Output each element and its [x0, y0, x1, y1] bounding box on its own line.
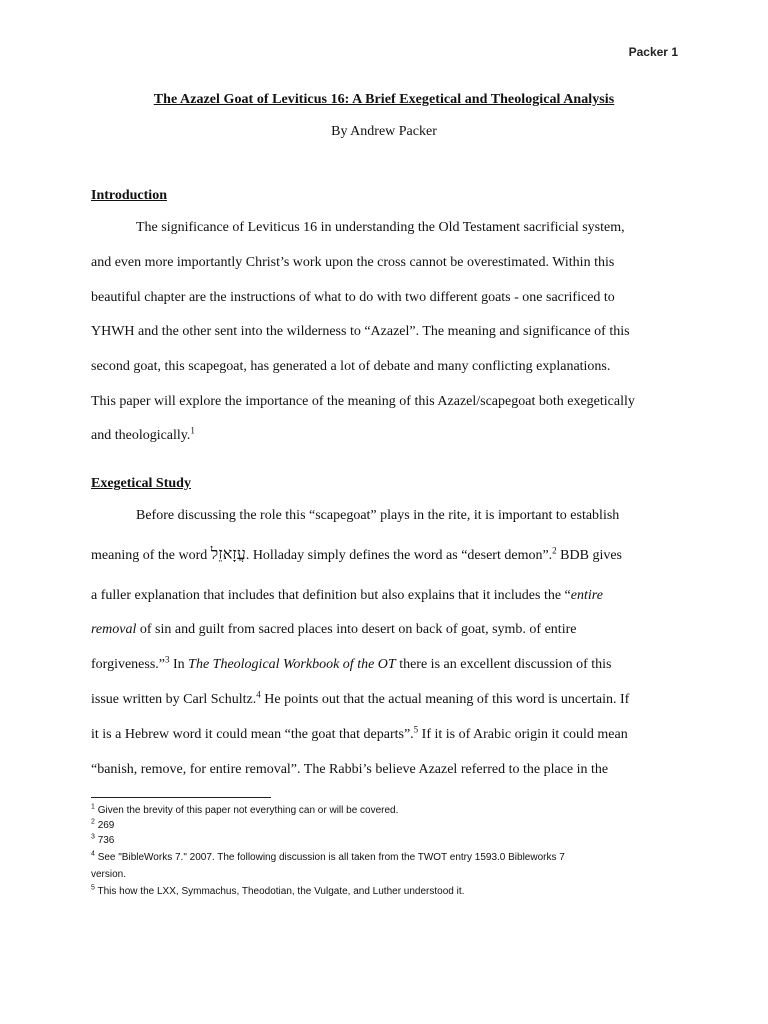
footnote — [91, 852, 565, 863]
footnote-separator — [91, 797, 271, 798]
section-heading-introduction: Introduction — [91, 188, 167, 203]
footnote-text: version. — [91, 869, 127, 880]
line-text: issue written by Carl Schultz. — [91, 692, 257, 707]
paragraph-line — [91, 588, 603, 604]
paragraph-line: This paper will explore the importance of the meaning of this Azazel/scapegoat both exegetically — [91, 394, 635, 409]
line-text: meaning of the word — [91, 548, 211, 563]
paragraph-line: The significance of Leviticus 16 in understanding the Old Testament sacrificial system, — [136, 220, 625, 235]
paragraph-line — [91, 544, 622, 564]
footnote-ref[interactable]: 5 — [413, 724, 419, 735]
section-heading-exegetical-study: Exegetical Study — [91, 476, 191, 491]
line-text: He points out that the actual meaning of this word is uncertain. If — [260, 692, 630, 707]
italic-text: entire — [570, 588, 603, 603]
footnote-ref[interactable]: 2 — [552, 545, 557, 556]
footnote-text: Given the brevity of this paper not everything can or will be covered. — [97, 805, 399, 816]
paragraph-line: YHWH and the other sent into the wilderness to “Azazel”. The meaning and significance of this — [91, 324, 630, 339]
footnote-ref[interactable]: 3 — [165, 654, 170, 665]
footnote-text: 269 — [97, 820, 115, 831]
footnote-mark: 2 — [91, 818, 95, 826]
paragraph-line: second goat, this scapegoat, has generated a lot of debate and many conflicting explanations. — [91, 359, 611, 374]
footnote — [91, 820, 114, 831]
hebrew-word: עֲזָאזֵל — [210, 544, 246, 563]
paragraph-line — [91, 724, 628, 743]
paragraph-line — [91, 425, 195, 444]
line-text: BDB gives — [556, 548, 623, 563]
paragraph-line — [91, 689, 630, 708]
italic-text: The Theological Workbook of the OT — [188, 657, 396, 672]
footnote-text: 736 — [97, 835, 115, 846]
footnote — [91, 886, 464, 897]
line-text: In — [169, 657, 189, 672]
footnote — [91, 835, 114, 846]
paper-title: The Azazel Goat of Leviticus 16: A Brief Exegetical and Theological Analysis — [153, 92, 615, 107]
paragraph-line: Before discussing the role this “scapegoat” plays in the rite, it is important to establish — [136, 508, 620, 523]
paragraph-line: and even more importantly Christ’s work upon the cross cannot be overestimated. Within this — [91, 255, 615, 270]
footnote — [91, 869, 126, 880]
line-text: forgiveness.” — [91, 657, 165, 672]
footnote-ref[interactable]: 4 — [256, 689, 261, 700]
line-text: of sin and guilt from sacred places into desert on back of goat, symb. of entire — [136, 622, 577, 637]
line-text: there is an excellent discussion of this — [395, 657, 612, 672]
paragraph-line — [91, 622, 576, 638]
line-text: If it is of Arabic origin it could mean — [418, 727, 628, 742]
footnote-text: See "BibleWorks 7." 2007. The following discussion is all taken from the TWOT entry 1593.0 Bibleworks 7 — [97, 852, 565, 863]
paragraph-line: “banish, remove, for entire removal”. The Rabbi’s believe Azazel referred to the place in the — [91, 762, 609, 777]
footnote-mark: 1 — [91, 803, 95, 811]
line-text: and theologically. — [91, 428, 191, 443]
line-text: a fuller explanation that includes that definition but also explains that it includes the “ — [91, 588, 571, 603]
footnote — [91, 805, 398, 816]
footnote-text: This how the LXX, Symmachus, Theodotian, the Vulgate, and Luther understood it. — [97, 886, 465, 897]
footnote-ref[interactable]: 1 — [190, 425, 195, 436]
footnote-mark: 5 — [91, 884, 95, 892]
line-text: . Holladay simply defines the word as “desert demon”. — [245, 548, 553, 563]
footnote-mark: 4 — [91, 850, 95, 858]
author-byline: By Andrew Packer — [331, 124, 437, 139]
paragraph-line: beautiful chapter are the instructions of what to do with two different goats - one sacrificed to — [91, 290, 615, 305]
running-header: Packer 1 — [628, 45, 678, 59]
italic-text: removal — [91, 622, 137, 637]
line-text: it is a Hebrew word it could mean “the goat that departs”. — [91, 727, 414, 742]
paragraph-line — [91, 654, 612, 673]
footnote-mark: 3 — [91, 833, 95, 841]
